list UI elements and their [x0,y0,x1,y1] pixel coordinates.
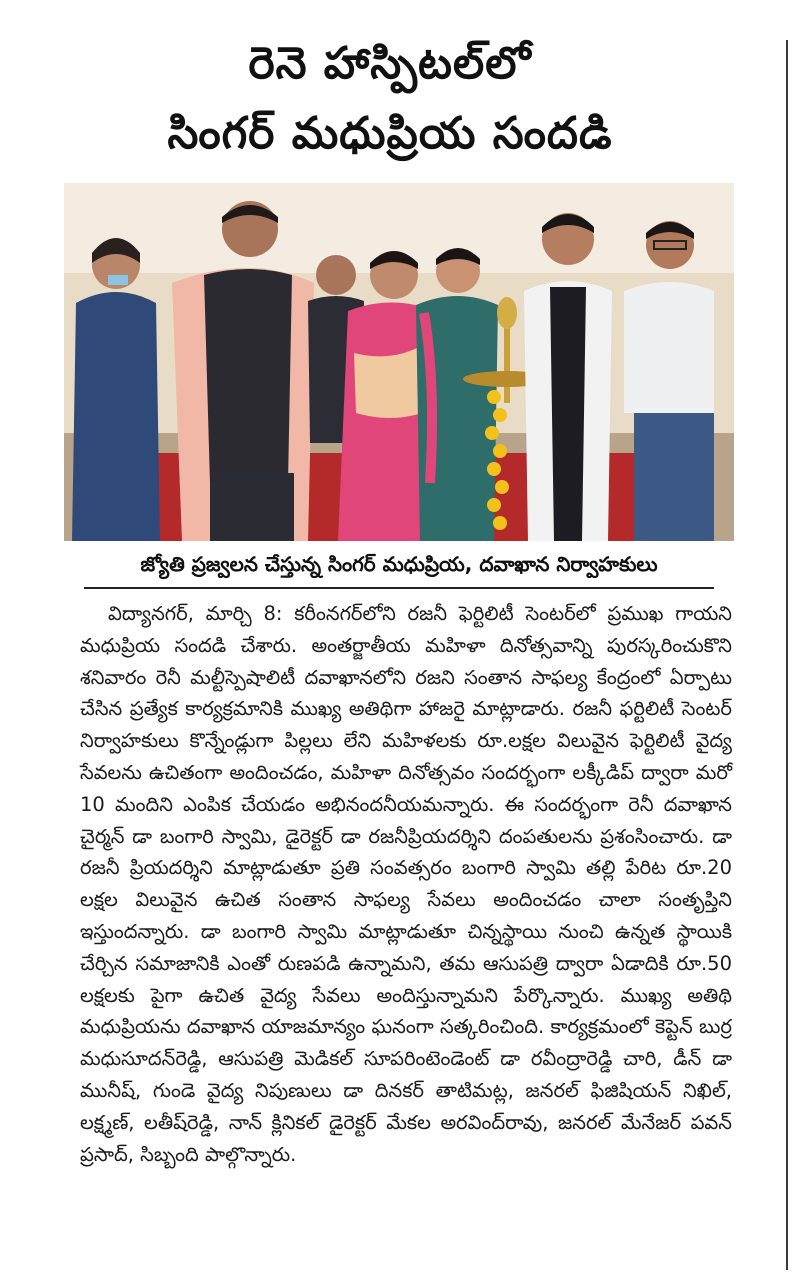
headline-line-2: సింగర్ మధుప్రియ సందడి [167,108,613,159]
event-photo [64,183,734,541]
column-rule [786,40,788,1270]
photo-caption: జ్యోతి ప్రజ్వలన చేస్తున్న సింగర్ మధుప్రియ, దవాఖాన నిర్వాహకులు [84,552,714,589]
headline-line-1: రెనె హాస్పిటల్‌లో [248,38,532,89]
event-photo-illustration [64,183,734,541]
article-body: విద్యానగర్, మార్చి 8: కరీంనగర్‌లోని రజనీ ఫెర్టిలిటీ సెంటర్‌లో ప్రముఖ గాయని మధుప్రియ సందడి చేశారు. అంతర్జాతీయ మహిళా దినోత్సవాన్ని పురస్కరించుకొని శనివారం రెనీ మల్టీస్పెషాలిటీ దవాఖానలోని రజని సంతాన సాఫల్య కేంద్రంలో ఏర్పాటు చేసిన ప్రత్యేక కార్యక్రమానికి ముఖ్య అతిథిగా హాజరై మాట్లాడారు. రజనీ ఫర్టిలిటీ సెంటర్ నిర్వాహకులు కొన్నేండ్లుగా పిల్లలు లేని మహిళలకు రూ.లక్షల విలువైన ఫెర్టిలిటీ వైద్య సేవలను ఉచితంగా అందించడం, మహిళా దినోత్సవం సందర్భంగా లక్కీడిప్ ద్వారా మరో 10 మందిని ఎంపిక చేయడం అభినందనీయమన్నారు. ఈ సందర్భంగా రెనీ దవాఖాన చైర్మన్ డా బంగారి స్వామి, డైరెక్టర్ డా రజనీప్రియదర్శిని దంపతులను ప్రశంసించారు. డా రజనీ ప్రియదర్శిని మాట్లాడుతూ ప్రతి సంవత్సరం బంగారి స్వామి తల్లి పేరిట రూ.20 లక్షల విలువైన ఉచిత సంతాన సాఫల్య సేవలు అందించడం చాలా సంతృప్తిని ఇస్తుందన్నారు. డా బంగారి స్వామి మాట్లాడుతూ చిన్నస్థాయి నుంచి ఉన్నత స్థాయికి చేర్చిన సమాజానికి ఎంతో రుణపడి ఉన్నామని, తమ ఆసుపత్రి ద్వారా ఏడాదికి రూ.50 లక్షలకు పైగా ఉచిత వైద్య సేవలు అందిస్తున్నామని పేర్కొన్నారు. ముఖ్య అతిథి మధుప్రియను దవాఖాన యాజమాన్యం ఘనంగా సత్కరించింది. కార్యక్రమంలో కెప్టెన్ బుర్ర మధుసూదన్‌రెడ్డి, ఆసుపత్రి మెడికల్ సూపరింటెండెంట్ డా రవీంద్రారెడ్డి చారి, డీన్ డా మునీష్, గుండె వైద్య నిపుణులు డా దినకర్ తాటిమట్ల, జనరల్ ఫిజిషియన్ నిఖిల్, లక్ష్మణ్, లతీష్‌రెడ్డి, నాన్ క్లినికల్ డైరెక్టర్ మేకల అరవింద్‌రావు, జనరల్ మేనేజర్ పవన్ ప్రసాద్, సిబ్బంది పాల్గొన్నారు. [80,602,732,1166]
